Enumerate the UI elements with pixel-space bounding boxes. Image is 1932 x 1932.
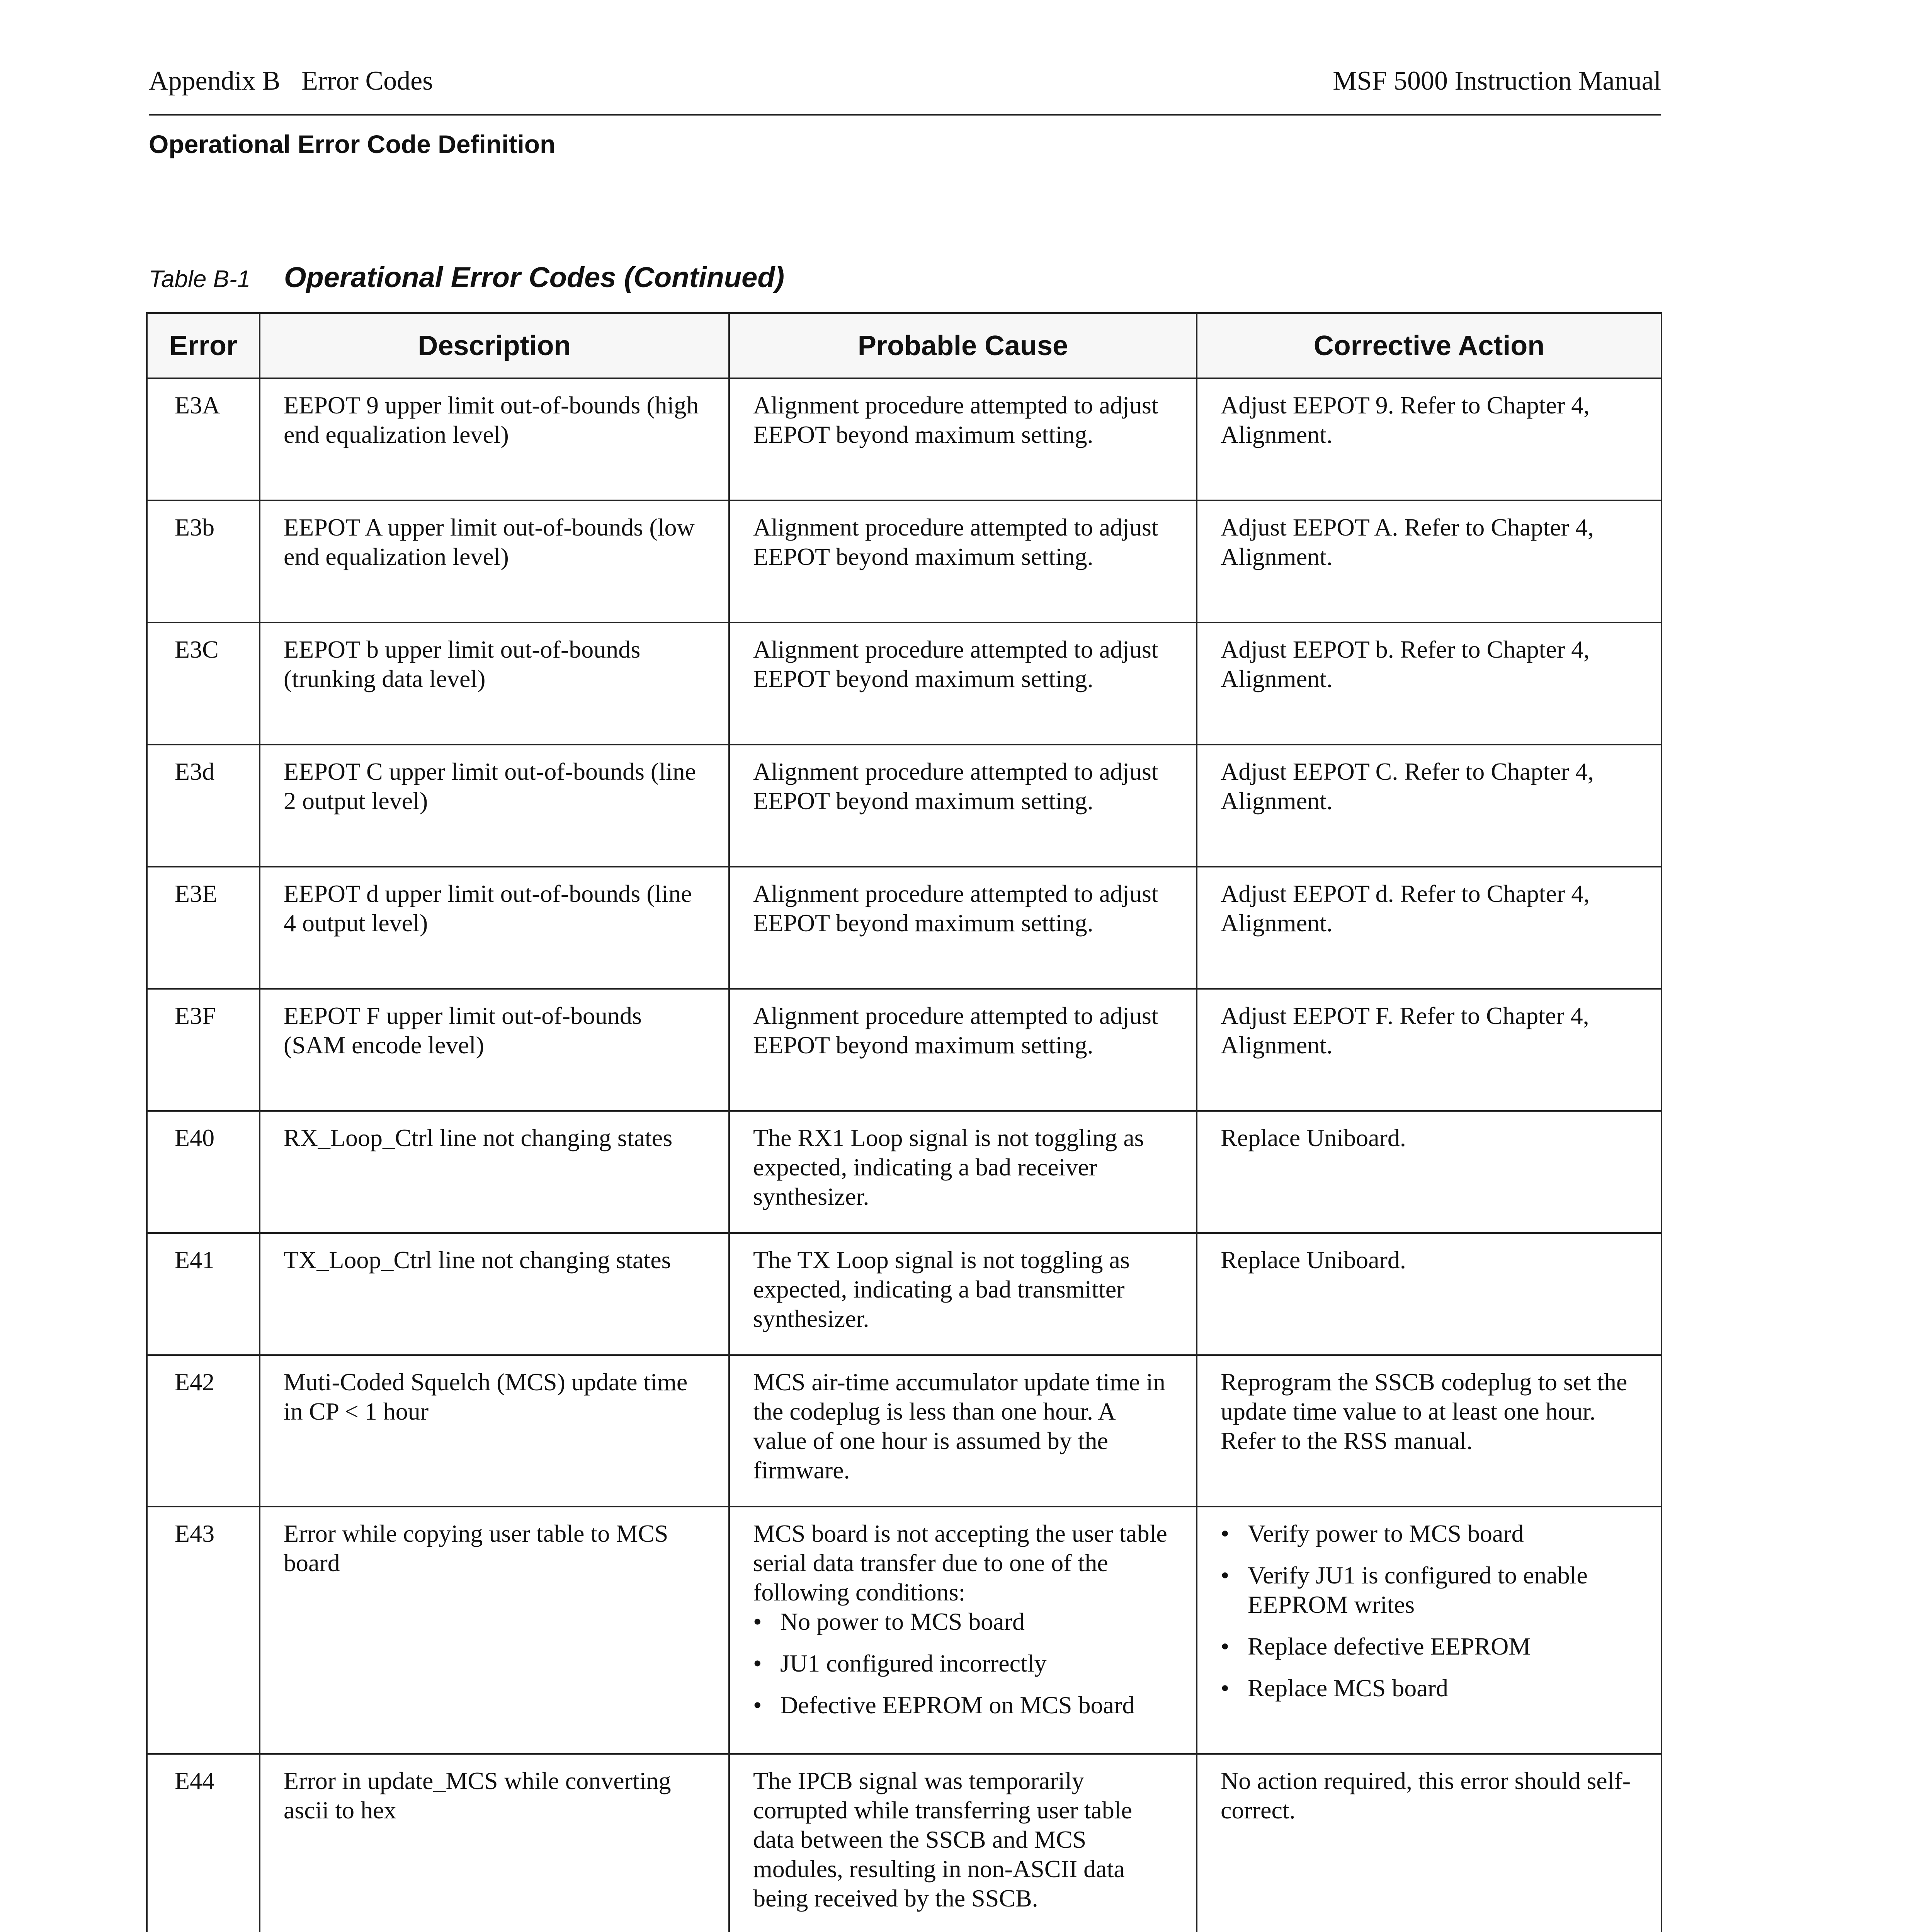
column-header-probable-cause: Probable Cause bbox=[729, 313, 1197, 378]
error-code: E42 bbox=[147, 1355, 260, 1507]
corrective-action: Adjust EEPOT A. Refer to Chapter 4, Alignment. bbox=[1197, 500, 1662, 622]
error-code: E41 bbox=[147, 1233, 260, 1355]
table-row bbox=[147, 867, 1662, 989]
list-item: • Defective EEPROM on MCS board bbox=[753, 1690, 1173, 1720]
error-description: EEPOT C upper limit out-of-bounds (line 2 output level) bbox=[260, 745, 729, 867]
corrective-action: Adjust EEPOT b. Refer to Chapter 4, Alignment. bbox=[1197, 622, 1662, 745]
corrective-action: Adjust EEPOT F. Refer to Chapter 4, Alignment. bbox=[1197, 989, 1662, 1111]
error-description: Error in update_MCS while converting ascii to hex bbox=[260, 1754, 729, 1932]
probable-cause-list bbox=[753, 1607, 1173, 1720]
table-row bbox=[147, 1754, 1662, 1932]
probable-cause: Alignment procedure attempted to adjust EEPOT beyond maximum setting. bbox=[729, 378, 1197, 500]
error-code: E3C bbox=[147, 622, 260, 745]
probable-cause: MCS air-time accumulator update time in the codeplug is less than one hour. A value of one hour is assumed by the firmware. bbox=[729, 1355, 1197, 1507]
error-description: EEPOT 9 upper limit out-of-bounds (high end equalization level) bbox=[260, 378, 729, 500]
error-description: Error while copying user table to MCS board bbox=[260, 1507, 729, 1754]
table-header-row bbox=[147, 313, 1662, 378]
table-row bbox=[147, 1111, 1662, 1233]
error-code: E3d bbox=[147, 745, 260, 867]
error-code: E3b bbox=[147, 500, 260, 622]
corrective-action-list bbox=[1221, 1519, 1638, 1703]
list-item: • Verify power to MCS board bbox=[1221, 1519, 1638, 1548]
probable-cause-intro: MCS board is not accepting the user table serial data transfer due to one of the following conditions: bbox=[753, 1520, 1167, 1606]
table-number: Table B-1 bbox=[149, 266, 251, 293]
error-description: Muti-Coded Squelch (MCS) update time in CP < 1 hour bbox=[260, 1355, 729, 1507]
header-chapter: Error Codes bbox=[301, 66, 433, 96]
error-code: E44 bbox=[147, 1754, 260, 1932]
error-description: EEPOT b upper limit out-of-bounds (trunking data level) bbox=[260, 622, 729, 745]
table-title: Operational Error Codes (Continued) bbox=[284, 261, 785, 293]
table-row bbox=[147, 622, 1662, 745]
error-code: E3A bbox=[147, 378, 260, 500]
list-item: • Replace defective EEPROM bbox=[1221, 1632, 1638, 1661]
error-description: EEPOT A upper limit out-of-bounds (low end equalization level) bbox=[260, 500, 729, 622]
probable-cause bbox=[729, 1507, 1197, 1754]
column-header-corrective-action: Corrective Action bbox=[1197, 313, 1662, 378]
column-header-description: Description bbox=[260, 313, 729, 378]
table-row bbox=[147, 500, 1662, 622]
corrective-action: Adjust EEPOT d. Refer to Chapter 4, Alignment. bbox=[1197, 867, 1662, 989]
corrective-action: Adjust EEPOT 9. Refer to Chapter 4, Alignment. bbox=[1197, 378, 1662, 500]
error-code: E3E bbox=[147, 867, 260, 989]
list-item: • JU1 configured incorrectly bbox=[753, 1649, 1173, 1678]
probable-cause: Alignment procedure attempted to adjust EEPOT beyond maximum setting. bbox=[729, 867, 1197, 989]
table-row bbox=[147, 745, 1662, 867]
running-header-left bbox=[149, 66, 433, 97]
probable-cause: Alignment procedure attempted to adjust EEPOT beyond maximum setting. bbox=[729, 989, 1197, 1111]
probable-cause: The TX Loop signal is not toggling as expected, indicating a bad transmitter synthesizer. bbox=[729, 1233, 1197, 1355]
error-codes-table bbox=[146, 312, 1662, 1932]
corrective-action: Adjust EEPOT C. Refer to Chapter 4, Alignment. bbox=[1197, 745, 1662, 867]
table-caption bbox=[149, 261, 784, 294]
probable-cause: Alignment procedure attempted to adjust EEPOT beyond maximum setting. bbox=[729, 500, 1197, 622]
table-row bbox=[147, 1355, 1662, 1507]
probable-cause: The IPCB signal was temporarily corrupted while transferring user table data between the SSCB and MCS modules, resulting in non-ASCII data being received by the SSCB. bbox=[729, 1754, 1197, 1932]
corrective-action bbox=[1197, 1507, 1662, 1754]
error-code: E40 bbox=[147, 1111, 260, 1233]
probable-cause: The RX1 Loop signal is not toggling as expected, indicating a bad receiver synthesizer. bbox=[729, 1111, 1197, 1233]
column-header-error: Error bbox=[147, 313, 260, 378]
corrective-action: Reprogram the SSCB codeplug to set the update time value to at least one hour. Refer to the RSS manual. bbox=[1197, 1355, 1662, 1507]
error-description: RX_Loop_Ctrl line not changing states bbox=[260, 1111, 729, 1233]
table-row bbox=[147, 378, 1662, 500]
corrective-action: Replace Uniboard. bbox=[1197, 1111, 1662, 1233]
probable-cause: Alignment procedure attempted to adjust EEPOT beyond maximum setting. bbox=[729, 745, 1197, 867]
table-row bbox=[147, 1507, 1662, 1754]
error-code: E43 bbox=[147, 1507, 260, 1754]
list-item: • No power to MCS board bbox=[753, 1607, 1173, 1636]
error-description: EEPOT d upper limit out-of-bounds (line 4 output level) bbox=[260, 867, 729, 989]
error-description: EEPOT F upper limit out-of-bounds (SAM encode level) bbox=[260, 989, 729, 1111]
error-code: E3F bbox=[147, 989, 260, 1111]
header-rule bbox=[149, 114, 1661, 116]
error-description: TX_Loop_Ctrl line not changing states bbox=[260, 1233, 729, 1355]
section-title: Operational Error Code Definition bbox=[149, 130, 556, 158]
corrective-action: Replace Uniboard. bbox=[1197, 1233, 1662, 1355]
header-appendix: Appendix B bbox=[149, 66, 281, 96]
table-row bbox=[147, 1233, 1662, 1355]
probable-cause: Alignment procedure attempted to adjust EEPOT beyond maximum setting. bbox=[729, 622, 1197, 745]
table-row bbox=[147, 989, 1662, 1111]
header-manual-title: MSF 5000 Instruction Manual bbox=[1333, 66, 1661, 96]
list-item: • Verify JU1 is configured to enable EEPROM writes bbox=[1221, 1561, 1638, 1619]
list-item: • Replace MCS board bbox=[1221, 1673, 1638, 1703]
corrective-action: No action required, this error should self-correct. bbox=[1197, 1754, 1662, 1932]
